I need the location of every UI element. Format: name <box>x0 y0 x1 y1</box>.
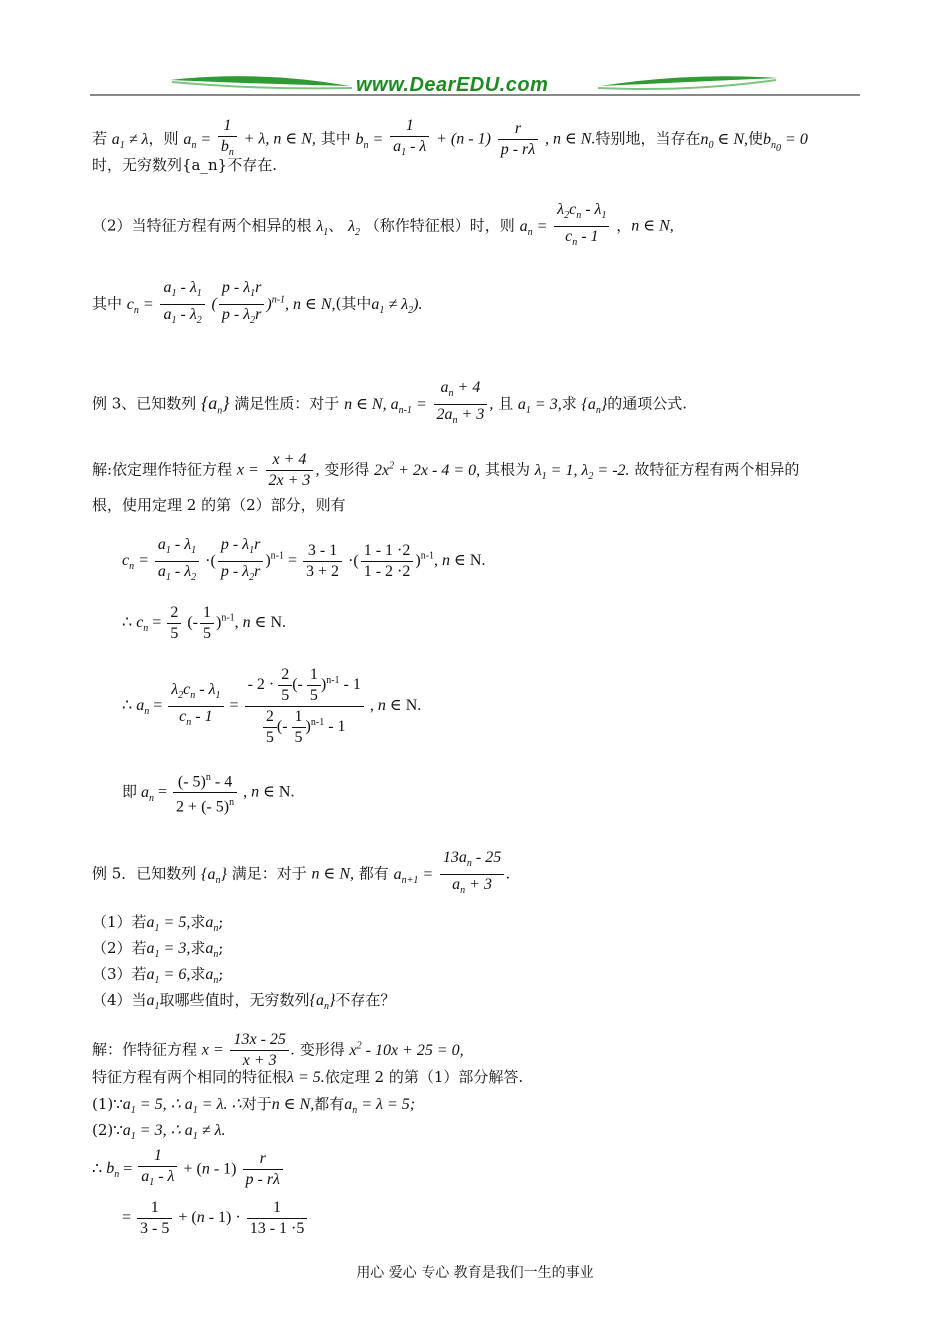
para-cn-definition: 其中 $c_n$ = $\frac{a_1 - \lambda_1}{a_1 - \lambda_2}$ ( $\frac{p - \lambda_1r}{p - \lambda_2r}$ )$^{n-1}$, n ∈ N,(其中$a_1 \ne \lambda_2$). <box>92 279 423 327</box>
equation-cn-computation: $c_n$ = $\frac{a_1 - \lambda_1}{a_1 - \lambda_2}$ ·( $\frac{p - \lambda_1r}{p - \lambda_2r}$ )$^{n-1}$ = $\frac{3 - 1}{3 + 2}$ ·( $\frac{1 - 1 \cdot 2}{1 - 2 \cdot 2}$ )$^{n-1}$, n ∈ N. <box>122 536 486 584</box>
example-5-statement: 例 5．已知数列 $\{a_n\}$ 满足：对于 n ∈ N, 都有 $a_{n+1}$ = $\frac{13a_n - 25}{a_n + 3}$ . <box>92 849 511 897</box>
header-banner <box>0 0 950 100</box>
para-theorem-case2: （2）当特征方程有两个相异的根 $\lambda_1$、 $\lambda_2$ （称作特征根）时，则 $a_n$ = $\frac{\lambda_2c_n - \lambda_1}{c_n - 1}$ ，n ∈ N, <box>92 201 674 249</box>
equation-bn-substitution: = $\frac{1}{3 - 5}$ + (n - 1) · $\frac{1}{13 - 1 \cdot 5}$ <box>122 1198 309 1239</box>
question-2: （2）若$a_1 = 3$,求$a_n$; <box>92 939 224 961</box>
equation-an-substitution: ∴ $a_n$ = $\frac{\lambda_2c_n - \lambda_1}{c_n - 1}$ = - 2 · $\frac{2}{5}$ (- $\frac{1}{5}$ )$^{n-1}$ - 1 $\frac{2}{5}$ (- $\frac{1}{5}$ )$^{n-1}$ - 1 , n ∈ N. <box>122 666 422 746</box>
page-footer: 用心 爱心 专心 教育是我们一生的事业 <box>356 1265 594 1281</box>
question-1: （1）若$a_1 = 5$,求$a_n$; <box>92 913 224 935</box>
question-3: （3）若$a_1 = 6$,求$a_n$; <box>92 965 224 987</box>
site-logo-text: www.DearEDU.com <box>356 74 549 96</box>
example-3-statement: 例 3、已知数列 $\{a_n\}$ 满足性质：对于 n ∈ N, $a_{n-1}$ = $\frac{a_n + 4}{2a_n + 3}$ , 且 $a_1 = 3$,求 $\{a_n\}$的通项公式. <box>92 379 688 427</box>
solution-5-line2: 特征方程有两个相同的特征根λ = 5.依定理 2 的第（1）部分解答. <box>92 1068 524 1086</box>
question-4: （4）当$a_1$取哪些值时，无穷数列$\{a_n\}$不存在？ <box>92 991 396 1013</box>
equation-bn-formula: ∴ $b_n$ = $\frac{1}{a_1 - \lambda}$ + (n - 1) $\frac{r}{p - r\lambda}$ <box>92 1146 285 1193</box>
solution-5-part2: $(2)\because a_1 = 3$, ∴ $a_1 \ne \lambda$. <box>92 1121 226 1143</box>
equation-an-final: 即 $a_n$ = $\frac{(- 5)^n - 4}{2 + (- 5)^n}$ , n ∈ N. <box>122 768 294 818</box>
para-theorem-case1: 若 $a_1 \ne \lambda$，则 $a_n$ = $\frac{1}{b_n}$ + λ, n ∈ N, 其中 $b_n$ = $\frac{1}{a_1 - \lambda}$ + (n - 1) $\frac{r}{p - r\lambda}$ , n ∈ N.特别地，当存在$n_0$ ∈ N,使$b_{n_0} = 0$ <box>92 117 808 159</box>
equation-cn-result: ∴ $c_n$ = $\frac{2}{5}$ (- $\frac{1}{5}$ )$^{n-1}$, n ∈ N. <box>122 604 287 642</box>
solution-5-line1: 解：作特征方程 x = $\frac{13x - 25}{x + 3}$ . 变形得 $x^2 - 10x + 25 = 0$, <box>92 1031 464 1069</box>
solution-3-line1: 解:依定理作特征方程 x = $\frac{x + 4}{2x + 3}$ , 变形得 $2x^2 + 2x - 4 = 0$, 其根为 $\lambda_1 = 1$, $\lambda_2 = -2$. 故特征方程有两个相异的 <box>92 451 800 489</box>
para-nonexistence: 时，无穷数列{a_n}不存在. <box>92 156 277 174</box>
solution-3-line2: 根，使用定理 2 的第（2）部分，则有 <box>92 496 346 514</box>
solution-5-part1: $(1)\because a_1 = 5$, ∴ $a_1 = \lambda$. ∴对于n ∈ N,都有$a_n = \lambda = 5$; <box>92 1095 416 1117</box>
